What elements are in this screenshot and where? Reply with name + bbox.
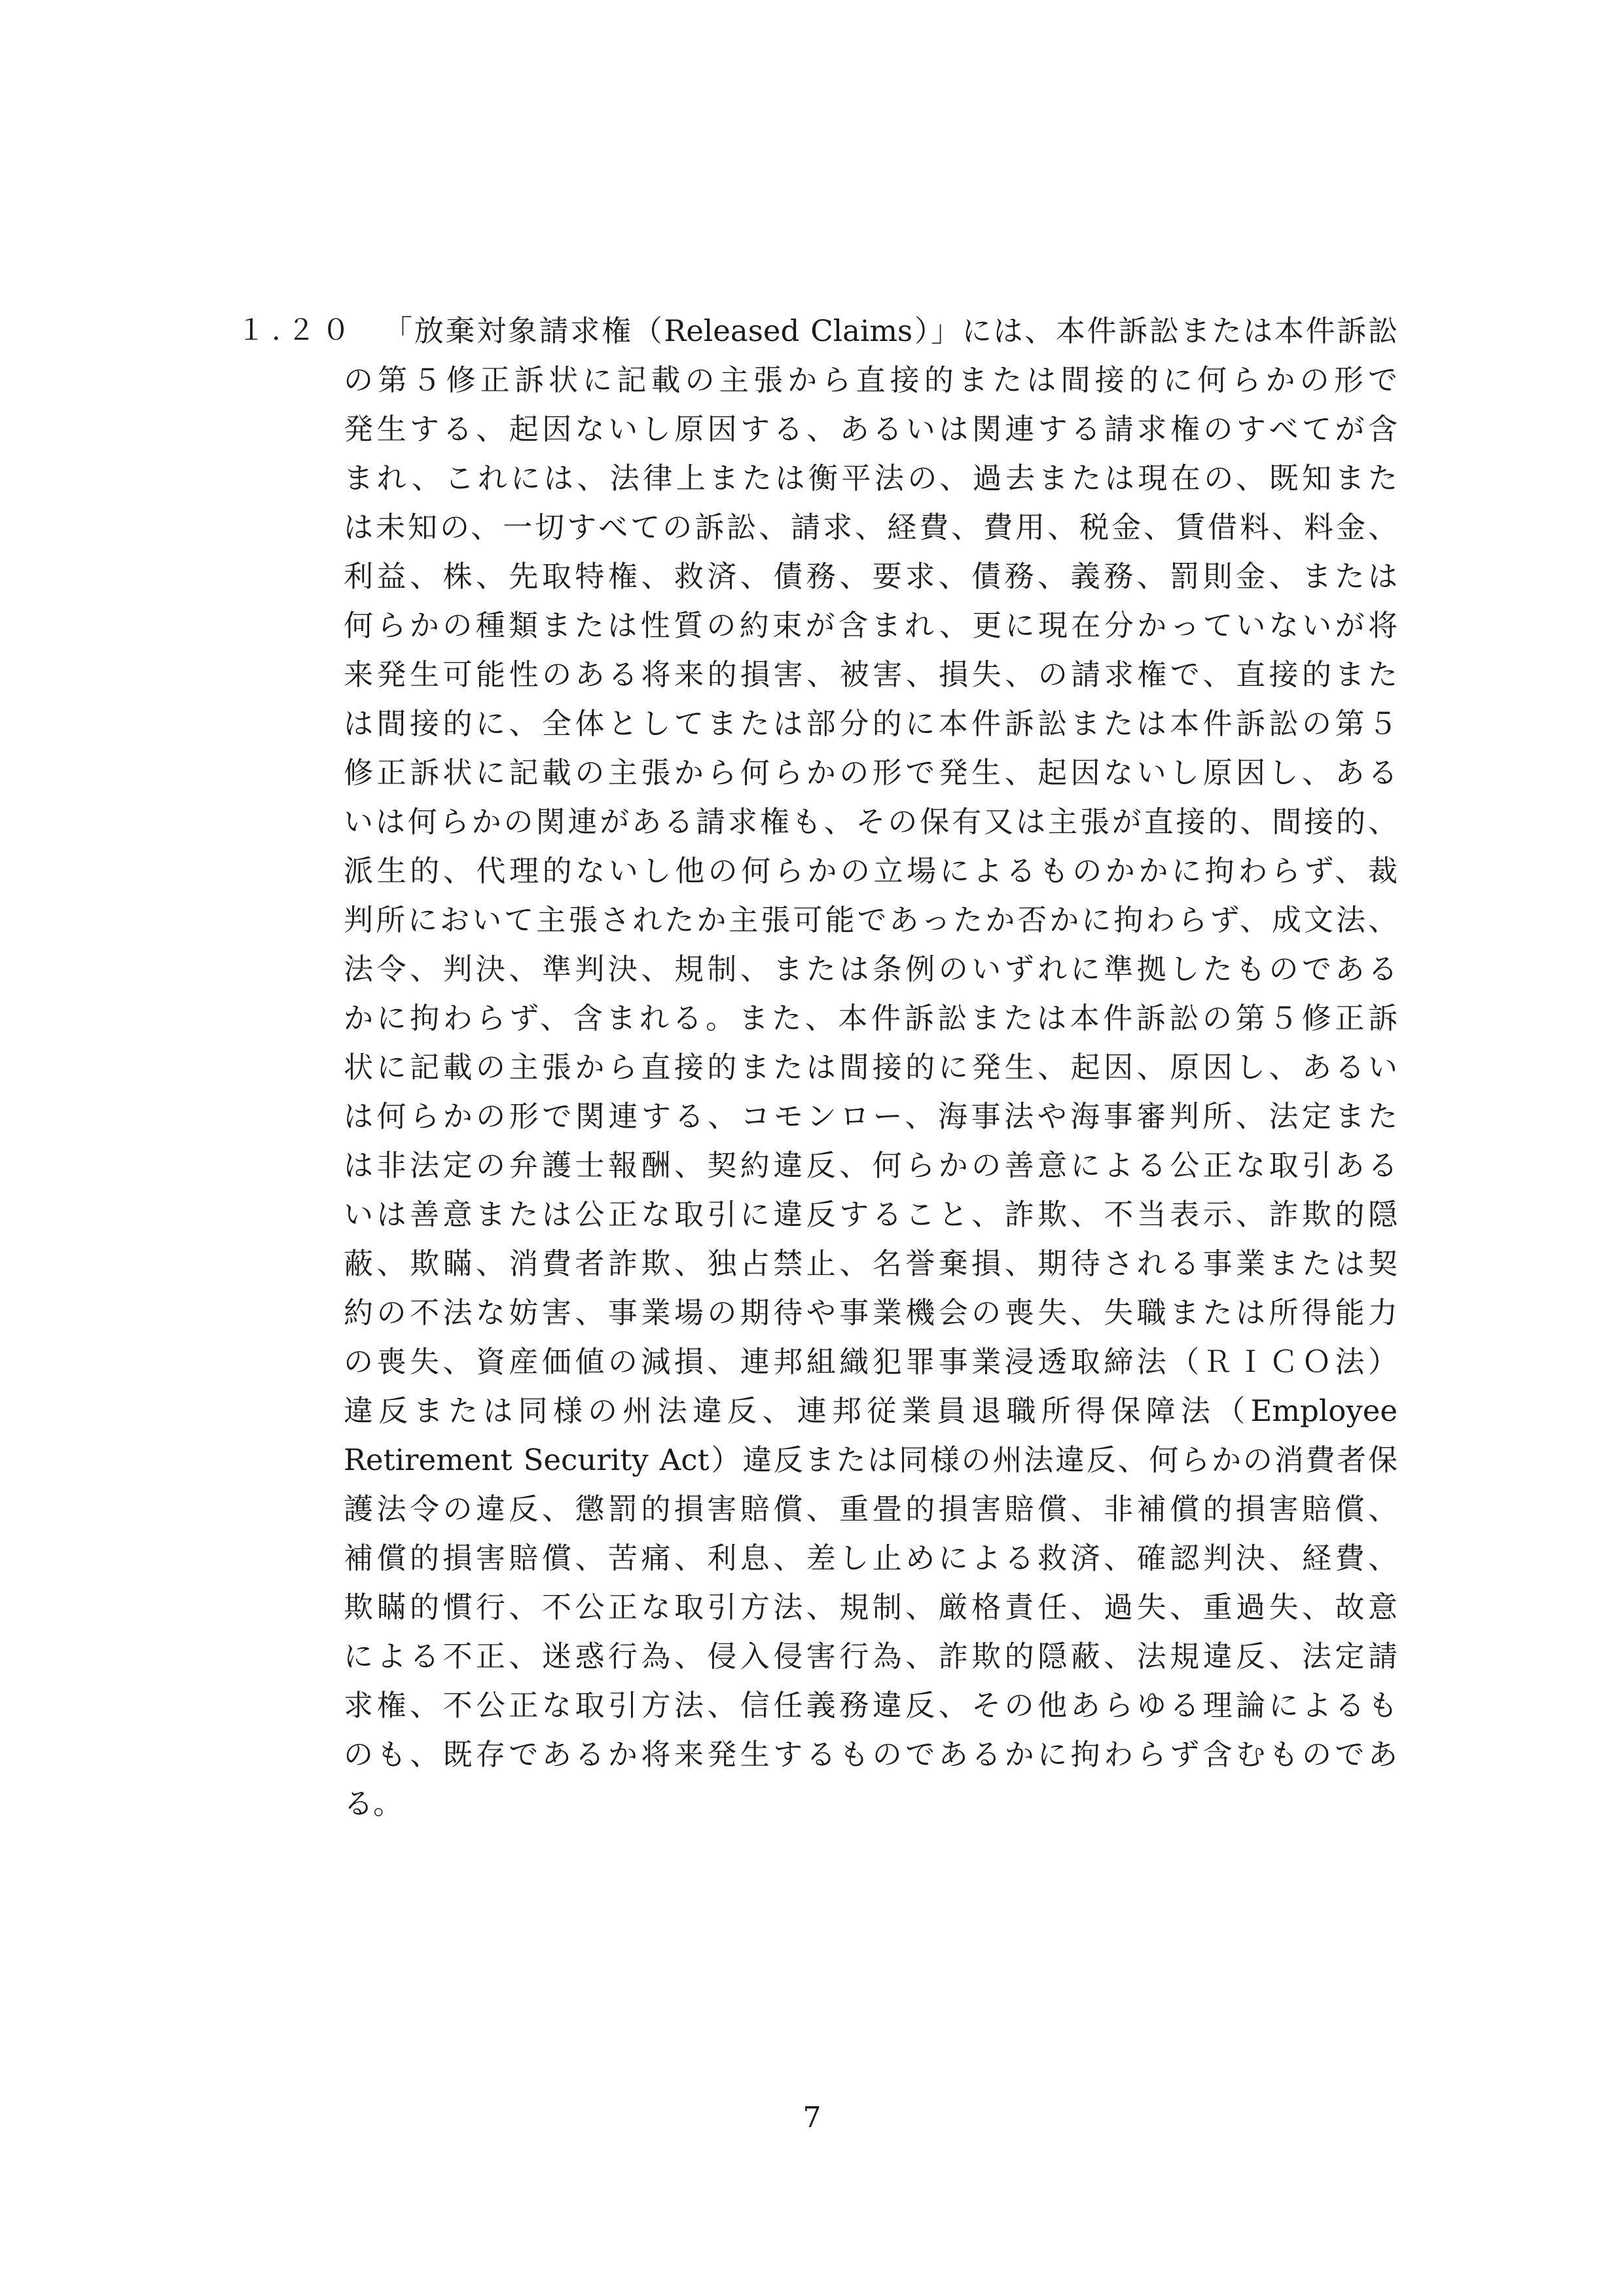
clause-line: いは何らかの関連がある請求権も、その保有又は主張が直接的、間接的、 — [344, 804, 1398, 839]
page-number: 7 — [803, 2101, 821, 2134]
clause-line: 欺瞞的慣行、不公正な取引方法、規制、厳格責任、過失、重過失、故意 — [344, 1590, 1398, 1624]
clause-line: る。 — [344, 1786, 403, 1821]
clause-line: 「放棄対象請求権（Released Claims）」には、本件訴訟または本件訴訟 — [383, 314, 1398, 348]
clause-line: は非法定の弁護士報酬、契約違反、何らかの善意による公正な取引ある — [344, 1148, 1398, 1183]
clause-line: 状に記載の主張から直接的または間接的に発生、起因、原因し、あるい — [344, 1050, 1398, 1085]
clause-line: 派生的、代理的ないし他の何らかの立場によるものかかに拘わらず、裁 — [344, 853, 1398, 888]
clause-line: 護法令の違反、懲罰的損害賠償、重畳的損害賠償、非補償的損害賠償、 — [344, 1492, 1398, 1526]
clause-line: 何らかの種類または性質の約束が含まれ、更に現在分かっていないが将 — [344, 608, 1398, 643]
clause-line: 蔽、欺瞞、消費者詐欺、独占禁止、名誉棄損、期待される事業または契 — [344, 1246, 1398, 1281]
clause-line: いは善意または公正な取引に違反すること、詐欺、不当表示、詐欺的隠 — [344, 1197, 1398, 1232]
clause-line: 判所において主張されたか主張可能であったか否かに拘わらず、成文法、 — [344, 903, 1398, 937]
clause-line: 発生する、起因ないし原因する、あるいは関連する請求権のすべてが含 — [344, 412, 1398, 446]
clause-line: 約の不法な妨害、事業場の期待や事業機会の喪失、失職または所得能力 — [344, 1295, 1398, 1330]
clause-line: 利益、株、先取特権、救済、債務、要求、債務、義務、罰則金、または — [344, 559, 1398, 594]
clause-line: による不正、迷惑行為、侵入侵害行為、詐欺的隠蔽、法規違反、法定請 — [344, 1639, 1398, 1674]
clause-line: 法令、判決、準判決、規制、または条例のいずれに準拠したものである — [344, 952, 1398, 986]
clause-line: 違反または同様の州法違反、連邦従業員退職所得保障法（Employee — [344, 1393, 1398, 1428]
clause-line: は未知の、一切すべての訴訟、請求、経費、費用、税金、賃借料、料金、 — [344, 510, 1398, 545]
clause-line: まれ、これには、法律上または衡平法の、過去または現在の、既知また — [344, 461, 1398, 495]
clause-line: の第５修正訴状に記載の主張から直接的または間接的に何らかの形で — [344, 363, 1398, 397]
clause-number: １.２０ — [237, 314, 357, 347]
clause-line: は間接的に、全体としてまたは部分的に本件訴訟または本件訴訟の第５ — [344, 706, 1398, 741]
clause-body — [344, 306, 1398, 1828]
clause-line: は何らかの形で関連する、コモンロー、海事法や海事審判所、法定また — [344, 1099, 1398, 1134]
clause-line: 求権、不公正な取引方法、信任義務違反、その他あらゆる理論によるも — [344, 1688, 1398, 1723]
clause-line: のも、既存であるか将来発生するものであるかに拘わらず含むものであ — [344, 1737, 1398, 1772]
clause-line: Retirement Security Act）違反または同様の州法違反、何らかの消費者保 — [344, 1443, 1398, 1477]
clause-line: 補償的損害賠償、苦痛、利息、差し止めによる救済、確認判決、経費、 — [344, 1541, 1398, 1575]
clause-line: かに拘わらず、含まれる。また、本件訴訟または本件訴訟の第５修正訴 — [344, 1001, 1398, 1035]
clause-line: 来発生可能性のある将来的損害、被害、損失、の請求権で、直接的また — [344, 657, 1398, 692]
clause-line: の喪失、資産価値の減損、連邦組織犯罪事業浸透取締法（ＲＩＣＯ法） — [344, 1344, 1398, 1379]
clause-line: 修正訴状に記載の主張から何らかの形で発生、起因ないし原因し、ある — [344, 755, 1398, 790]
